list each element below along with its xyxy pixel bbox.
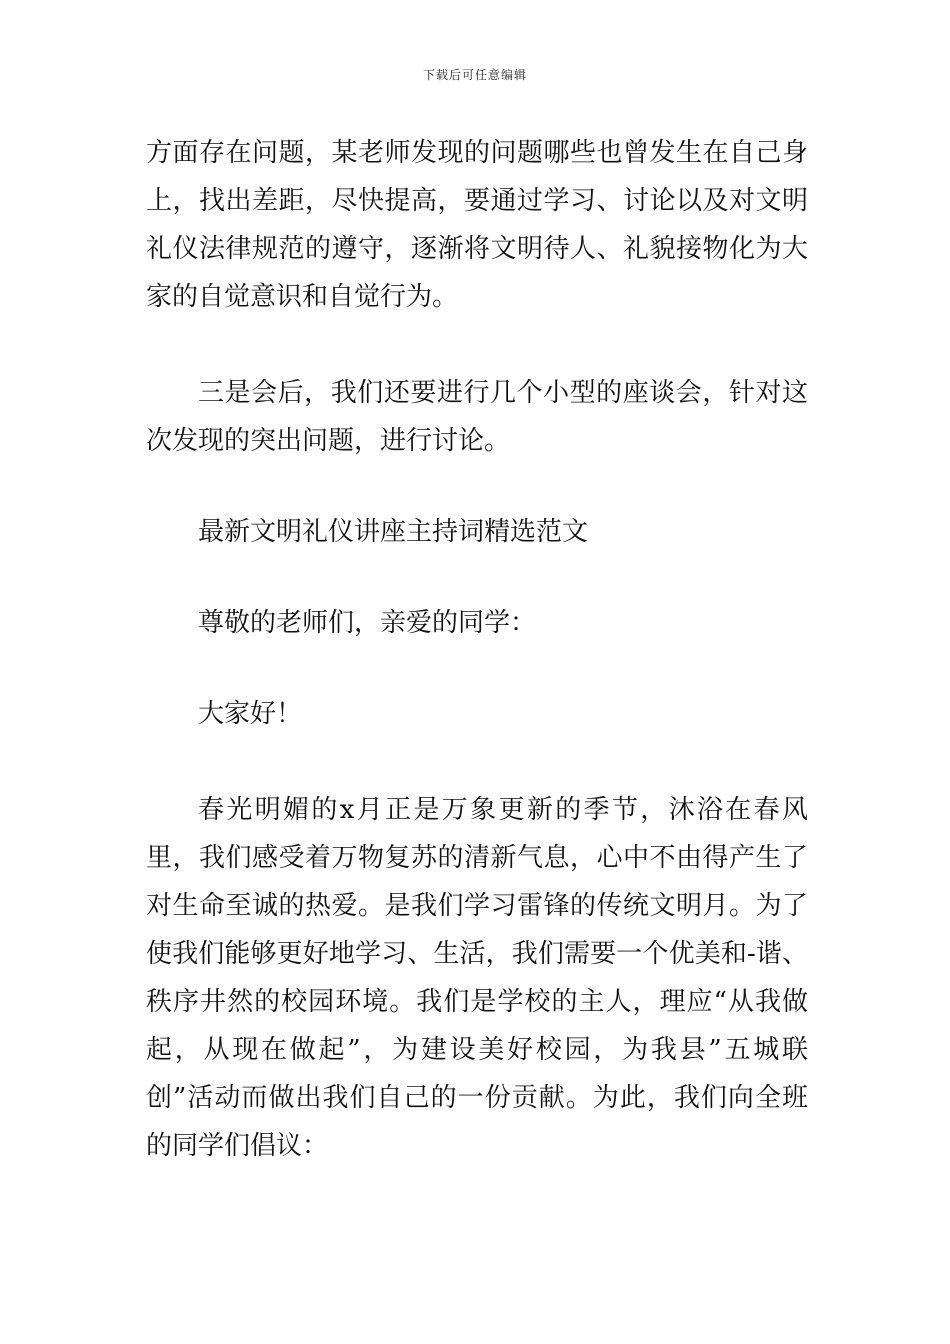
- page-header: 下载后可任意编辑: [422, 68, 527, 82]
- paragraph-meeting-plan: 三是会后，我们还要进行几个小型的座谈会，针对这次发现的突出问题，进行讨论。: [146, 378, 808, 456]
- salutation: 尊敬的老师们，亲爱的同学：: [198, 608, 537, 638]
- document-title: 最新文明礼仪讲座主持词精选范文: [198, 517, 589, 547]
- greeting: 大家好！: [198, 699, 303, 729]
- paragraph-proposal: 春光明媚的x月正是万象更新的季节，沐浴在春风里，我们感受着万物复苏的清新气息，心中不由得产生了对生命至诚的热爱。是我们学习雷锋的传统文明月。为了使我们能够更好地学习、生活，我们需要一个优美和-谐、秩序井然的校园环境。我们是学校的主人，理应“从我做起，从现在做起”，为建设美好校园，为我县”五城联创”活动而做出我们自己的一份贡献。为此，我们向全班的同学们倡议：: [146, 795, 808, 1161]
- paragraph-continuation: 方面存在问题，某老师发现的问题哪些也曾发生在自己身上，找出差距，尽快提高，要通过学习、讨论以及对文明礼仪法律规范的遵守，逐渐将文明待人、礼貌接物化为大家的自觉意识和自觉行为。: [146, 138, 808, 312]
- document-body: [146, 129, 808, 1170]
